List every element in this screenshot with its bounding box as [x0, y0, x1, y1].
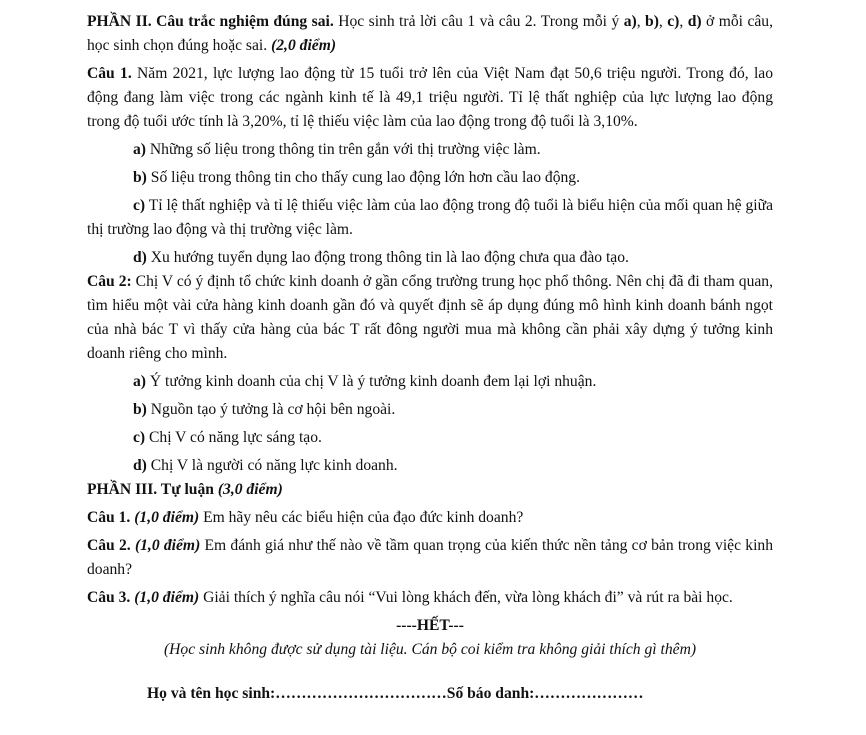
q2-item-b: b) Nguồn tạo ý tưởng là cơ hội bên ngoài. — [133, 401, 396, 418]
exam-note: (Học sinh không được sử dụng tài liệu. Cán bộ coi kiểm tra không giải thích gì thêm) — [163, 641, 697, 658]
part2-points: (2,0 điểm) — [271, 37, 337, 54]
q1-item-a: a) Những số liệu trong thông tin trên gắn với thị trường việc làm. — [133, 141, 541, 158]
part3-question-3: Câu 3. (1,0 điểm) Giải thích ý nghĩa câu nói “Vui lòng khách đến, vừa lòng khách đi” và rút ra bài học. — [87, 589, 733, 606]
part3-question-2: Câu 2. (1,0 điểm) Em đánh giá như thế nào về tầm quan trọng của kiến thức nền tảng cơ bản trong việc kinh doanh? — [87, 537, 773, 578]
student-id-label: Số báo danh:………………… — [446, 685, 644, 702]
q1-item-c: c) Tỉ lệ thất nghiệp và tỉ lệ thiếu việc làm của lao động trong độ tuổi là biểu hiện của mối quan hệ giữa thị trường lao động và thị trường việc làm. — [87, 197, 773, 238]
part3-heading: PHẦN III. Tự luận (3,0 điểm) — [87, 481, 283, 498]
part3-question-1: Câu 1. (1,0 điểm) Em hãy nêu các biểu hiện của đạo đức kinh doanh? — [87, 509, 524, 526]
q2-item-d: d) Chị V là người có năng lực kinh doanh. — [133, 457, 398, 474]
part2-heading: PHẦN II. Câu trắc nghiệm đúng sai. — [87, 13, 334, 30]
q2-item-c: c) Chị V có năng lực sáng tạo. — [133, 429, 322, 446]
exam-page — [87, 10, 773, 706]
q1-item-d: d) Xu hướng tuyển dụng lao động trong thông tin là lao động chưa qua đào tạo. — [133, 249, 629, 266]
part2-intro: PHẦN II. Câu trắc nghiệm đúng sai. Học sinh trả lời câu 1 và câu 2. Trong mỗi ý a), b), c), d) ở mỗi câu, học sinh chọn đúng hoặc sai. (2,0 điểm) — [87, 13, 773, 54]
q2-item-a: a) Ý tưởng kinh doanh của chị V là ý tưởng kinh doanh đem lại lợi nhuận. — [133, 373, 597, 390]
q1-stem: Câu 1. Năm 2021, lực lượng lao động từ 15 tuổi trở lên của Việt Nam đạt 50,6 triệu người. Trong đó, lao động đang làm việc trong các ngành kinh tế là 49,1 triệu người. Tỉ lệ thất nghiệp của lực lượng lao động trong độ tuổi ước tính là 3,20%, tỉ lệ thiếu việc làm của lao động trong độ tuổi là 3,10%. — [87, 65, 773, 130]
student-info-line — [87, 682, 773, 706]
student-name-label: Họ và tên học sinh:…………………………… — [147, 685, 447, 702]
end-mark: ----HẾT--- — [396, 617, 464, 634]
q1-item-b: b) Số liệu trong thông tin cho thấy cung lao động lớn hơn cầu lao động. — [133, 169, 581, 186]
q2-stem: Câu 2: Chị V có ý định tổ chức kinh doanh ở gần cổng trường trung học phổ thông. Nên chị đã đi tham quan, tìm hiểu một vài cửa hàng kinh doanh gần đó và quyết định sẽ áp dụng đúng mô hình kinh doanh bánh ngọt của nhà bác T vì thấy cửa hàng của bác T rất đông người mua mà không cần phải xây dựng ý tưởng kinh doanh riêng cho mình. — [87, 273, 773, 362]
